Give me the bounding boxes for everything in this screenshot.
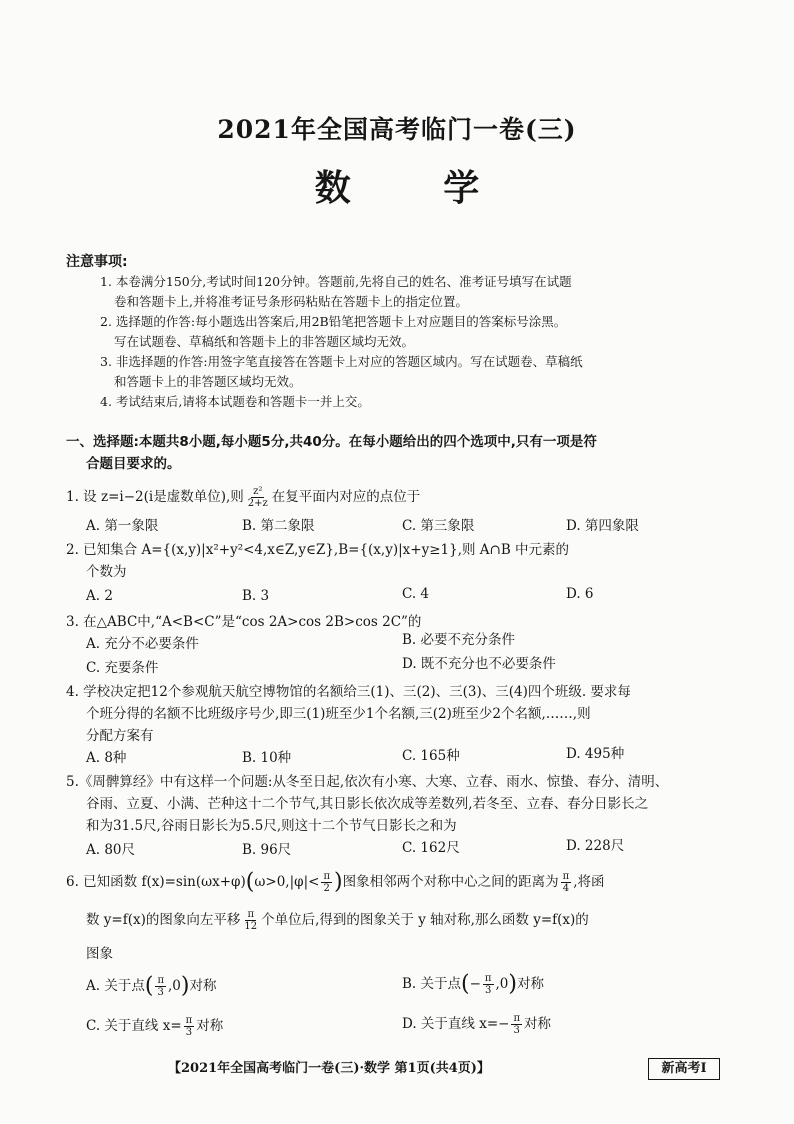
frac-den: 3 <box>185 1027 193 1038</box>
q6-option-d <box>402 1010 551 1038</box>
q6-stem-part: 图象相邻两个对称中心之间的距离为 <box>342 874 559 890</box>
notice-heading: 注意事项: <box>66 254 128 270</box>
q6-opt-part: 对称 <box>524 1016 552 1032</box>
paren-close: ) <box>180 973 190 999</box>
q6-frac-pi-4 <box>561 871 572 894</box>
page-footer: 【2021年全国高考临门一卷(三)·数学 第1页(共4页)】 <box>168 1061 490 1076</box>
frac-pi-3 <box>184 1015 195 1038</box>
paren-close: ) <box>508 971 517 997</box>
q1-option-c: C. 第三象限 <box>402 518 475 534</box>
q1-option-a: A. 第一象限 <box>86 518 159 534</box>
q1-stem-part: 1. 设 z=i−2(i是虚数单位),则 <box>66 489 244 505</box>
q4-option-b: B. 10种 <box>242 750 292 766</box>
question-6-stem-cont <box>86 906 589 934</box>
question-4-stem: 4. 学校决定把12个参观航天航空博物馆的名额给三(1)、三(2)、三(3)、三(4)四个班级. 要求每 <box>66 684 631 700</box>
paren-open: ( <box>144 973 154 999</box>
frac-den: 3 <box>485 985 492 996</box>
frac-num: π <box>185 1015 193 1026</box>
q5-option-c: C. 162尺 <box>402 840 460 856</box>
frac-den: 3 <box>157 987 164 998</box>
frac-den: 2 <box>323 883 330 894</box>
q6-frac-pi-12 <box>242 909 259 932</box>
q6-opt-part: − <box>469 976 481 992</box>
q6-stem-part: ω>0,|φ|< <box>254 874 320 890</box>
question-3-stem: 3. 在△ABC中,“A<B<C”是“cos 2A>cos 2B>cos 2C”的 <box>66 614 422 630</box>
question-4-stem-cont: 个班分得的名额不比班级序号少,即三(1)班至少1个名额,三(2)班至少2个名额,……,则 <box>86 706 591 722</box>
q6-opt-part: 对称 <box>189 978 217 994</box>
frac-num: π <box>157 975 165 986</box>
q2-option-a: A. 2 <box>86 588 113 604</box>
question-5-stem-cont: 和为31.5尺,谷雨日影长为5.5尺,则这十二个节气日影长之和为 <box>86 818 457 834</box>
question-1-stem <box>66 484 420 510</box>
question-4-stem-cont: 分配方案有 <box>86 728 154 744</box>
q6-opt-part: ,0 <box>495 976 509 992</box>
q1-frac-num: z² <box>253 486 263 497</box>
q6-opt-part: C. 关于直线 x= <box>86 1018 182 1034</box>
question-5-stem: 5.《周髀算经》中有这样一个问题:从冬至日起,依次有小寒、大寒、立春、雨水、惊蛰、春分、清明、 <box>66 774 669 790</box>
q6-opt-part: ,0 <box>168 978 181 994</box>
q3-option-d: D. 既不充分也不必要条件 <box>402 656 556 672</box>
q1-fraction <box>246 486 270 509</box>
notice-line: 4. 考试结束后,请将本试题卷和答题卡一并上交。 <box>100 394 370 409</box>
frac-num: π <box>323 871 331 882</box>
frac-pi-3 <box>155 975 166 998</box>
notice-line: 和答题卡上的非答题区域均无效。 <box>114 374 302 389</box>
q1-frac-den: 2+z <box>247 498 268 509</box>
q2-option-c: C. 4 <box>402 586 430 602</box>
q6-stem-part: 6. 已知函数 f(x)=sin(ωx+φ) <box>66 874 246 890</box>
q1-option-b: B. 第二象限 <box>242 518 315 534</box>
frac-den: 12 <box>244 921 258 932</box>
q2-option-d: D. 6 <box>566 586 594 602</box>
q6-opt-part: 对称 <box>516 976 544 992</box>
q1-option-d: D. 第四象限 <box>566 518 639 534</box>
subject-title: 数 学 <box>314 167 520 209</box>
frac-num: π <box>484 973 492 984</box>
q6-paren-close: ) <box>334 869 343 895</box>
q6-opt-part: D. 关于直线 x=− <box>402 1016 510 1032</box>
q5-option-b: B. 96尺 <box>242 842 292 858</box>
question-6-stem-cont: 图象 <box>86 946 113 962</box>
notice-line: 卷和答题卡上,并将准考证号条形码粘贴在答题卡上的指定位置。 <box>114 294 468 309</box>
frac-num: π <box>247 909 255 920</box>
q6-option-a <box>86 972 217 1000</box>
frac-pi-3 <box>483 973 494 996</box>
q2-option-b: B. 3 <box>242 588 270 604</box>
section-heading-cont: 合题目要求的。 <box>86 456 181 472</box>
q6-paren-open: ( <box>245 869 255 895</box>
section-heading: 一、选择题:本题共8小题,每小题5分,共40分。在每小题给出的四个选项中,只有一项是符 <box>66 434 597 450</box>
notice-line: 1. 本卷满分150分,考试时间120分钟。答题前,先将自己的姓名、准考证号填写在试题 <box>100 274 572 289</box>
frac-num: π <box>562 871 570 882</box>
question-2-stem-cont: 个数为 <box>86 564 127 580</box>
q6-stem-part: 个单位后,得到的图象关于 y 轴对称,那么函数 y=f(x)的 <box>261 912 589 928</box>
q6-stem-part: 数 y=f(x)的图象向左平移 <box>86 912 241 928</box>
paren-open: ( <box>461 971 470 997</box>
q6-opt-part: B. 关于点 <box>402 976 462 992</box>
q4-option-c: C. 165种 <box>402 748 460 764</box>
q4-option-a: A. 8种 <box>86 750 127 766</box>
question-5-stem-cont: 谷雨、立夏、小满、芒种这十二个节气,其日影长依次成等差数列,若冬至、立春、春分日影长之 <box>86 796 649 812</box>
q6-stem-part: ,将函 <box>573 874 605 890</box>
q3-option-c: C. 充要条件 <box>86 660 159 676</box>
q3-option-b: B. 必要不充分条件 <box>402 632 516 648</box>
exam-title: 2021年全国高考临门一卷(三) <box>217 115 577 144</box>
notice-line: 写在试题卷、草稿纸和答题卡上的非答题区域均无效。 <box>114 334 415 349</box>
edition-tag: 新高考Ⅰ <box>648 1058 720 1080</box>
q3-option-a: A. 充分不必要条件 <box>86 636 199 652</box>
q4-option-d: D. 495种 <box>566 746 625 762</box>
q6-opt-part: A. 关于点 <box>86 978 145 994</box>
q6-opt-part: 对称 <box>196 1018 224 1034</box>
frac-num: π <box>513 1013 521 1024</box>
q5-option-d: D. 228尺 <box>566 838 625 854</box>
frac-den: 4 <box>562 883 570 894</box>
question-2-stem: 2. 已知集合 A={(x,y)|x²+y²<4,x∈Z,y∈Z},B={(x,y)|x+y≥1},则 A∩B 中元素的 <box>66 542 570 558</box>
frac-den: 3 <box>513 1025 520 1036</box>
q1-stem-part: 在复平面内对应的点位于 <box>271 489 421 505</box>
frac-pi-3 <box>511 1013 522 1036</box>
notice-line: 3. 非选择题的作答:用签字笔直接答在答题卡上对应的答题区域内。写在试题卷、草稿纸 <box>100 354 583 369</box>
q6-option-b <box>402 970 544 998</box>
q6-frac-pi-2 <box>321 871 332 894</box>
notice-line: 2. 选择题的作答:每小题选出答案后,用2B铅笔把答题卡上对应题目的答案标号涂黑。 <box>100 314 567 329</box>
q5-option-a: A. 80尺 <box>86 842 136 858</box>
q6-option-c <box>86 1012 223 1040</box>
question-6-stem <box>66 868 604 896</box>
